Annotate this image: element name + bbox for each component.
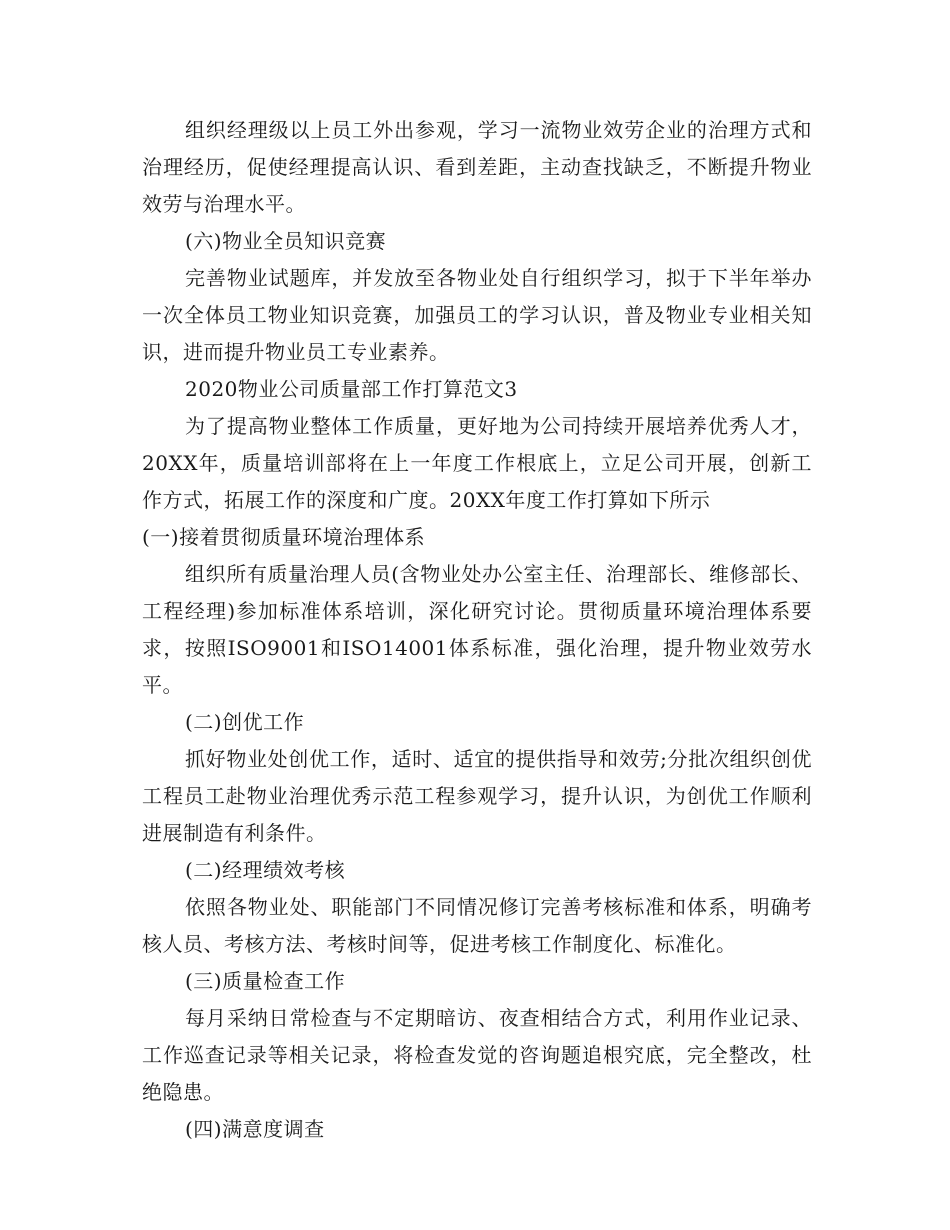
paragraph-manager-visits: 组织经理级以上员工外出参观，学习一流物业效劳企业的治理方式和治理经历，促使经理提高认识、看到差距，主动查找缺乏，不断提升物业效劳与治理水平。 [142,118,812,216]
paragraph-excellence-work: 抓好物业处创优工作，适时、适宜的提供指导和效劳;分批次组织创优工程员工赴物业治理优秀示范工程参观学习，提升认识，为创优工作顺利进展制造有利条件。 [142,747,812,845]
heading-quality-inspection: (三)质量检查工作 [185,969,346,993]
heading-excellence-work: (二)创优工作 [185,710,305,734]
heading-performance-review: (二)经理绩效考核 [185,858,346,882]
paragraph-performance-review: 依照各物业处、职能部门不同情况修订完善考核标准和体系，明确考核人员、考核方法、考核时间等，促进考核工作制度化、标准化。 [142,895,812,956]
document-body [142,112,812,1148]
paragraph-intro-sample-3: 为了提高物业整体工作质量，更好地为公司持续开展培养优秀人才，20XX年，质量培训部将在上一年度工作根底上，立足公司开展，创新工作方式，拓展工作的深度和广度。20XX年度工作打算如下所示 [142,414,812,512]
heading-satisfaction-survey: (四)满意度调查 [185,1117,325,1141]
paragraph-knowledge-competition: 完善物业试题库，并发放至各物业处自行组织学习，拟于下半年举办一次全体员工物业知识竞赛，加强员工的学习认识，普及物业专业相关知识，进而提升物业员工专业素养。 [142,266,812,364]
paragraph-quality-inspection: 每月采纳日常检查与不定期暗访、夜查相结合方式，利用作业记录、工作巡查记录等相关记录，将检查发觉的咨询题追根究底，完全整改，杜绝隐患。 [142,1006,812,1104]
paragraph-quality-system: 组织所有质量治理人员(含物业处办公室主任、治理部长、维修部长、工程经理)参加标准体系培训，深化研究讨论。贯彻质量环境治理体系要求，按照ISO9001和ISO14001体系标准，强化治理，提升物业效劳水平。 [142,562,812,697]
heading-knowledge-competition: (六)物业全员知识竞赛 [185,229,387,253]
section-title-sample-3: 2020物业公司质量部工作打算范文3 [185,377,518,401]
heading-quality-system: (一)接着贯彻质量环境治理体系 [142,525,426,549]
